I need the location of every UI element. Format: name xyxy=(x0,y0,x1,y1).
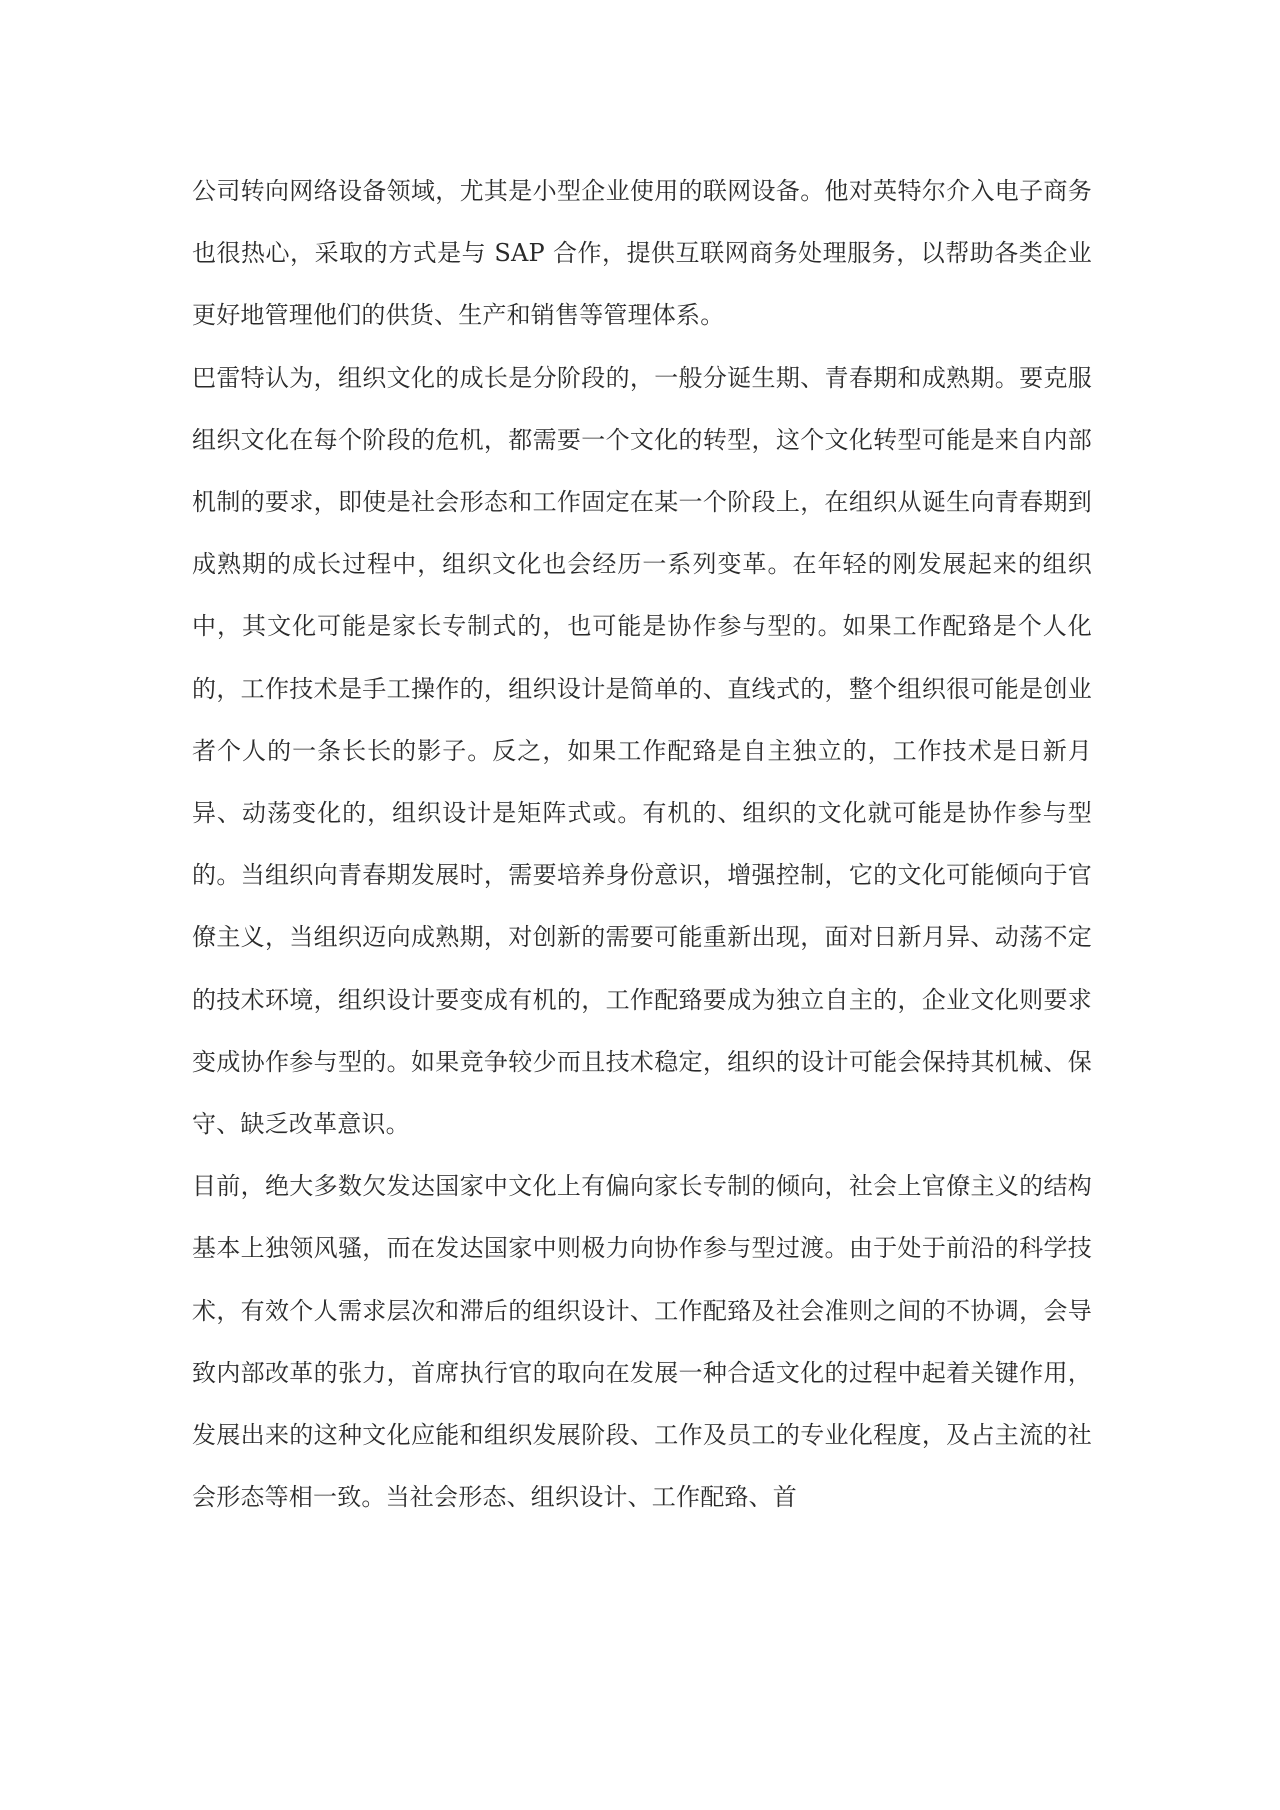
document-body xyxy=(192,160,1092,1528)
paragraph-3: 目前，绝大多数欠发达国家中文化上有偏向家长专制的倾向，社会上官僚主义的结构基本上独领风骚，而在发达国家中则极力向协作参与型过渡。由于处于前沿的科学技术，有效个人需求层次和滞后的组织设计、工作配臵及社会准则之间的不协调，会导致内部改革的张力，首席执行官的取向在发展一种合适文化的过程中起着关键作用，发展出来的这种文化应能和组织发展阶段、工作及员工的专业化程度，及占主流的社会形态等相一致。当社会形态、组织设计、工作配臵、首 xyxy=(192,1172,1092,1512)
paragraph-2: 巴雷特认为，组织文化的成长是分阶段的，一般分诞生期、青春期和成熟期。要克服组织文化在每个阶段的危机，都需要一个文化的转型，这个文化转型可能是来自内部机制的要求，即使是社会形态和工作固定在某一个阶段上，在组织从诞生向青春期到成熟期的成长过程中，组织文化也会经历一系列变革。在年轻的刚发展起来的组织中，其文化可能是家长专制式的，也可能是协作参与型的。如果工作配臵是个人化的，工作技术是手工操作的，组织设计是简单的、直线式的，整个组织很可能是创业者个人的一条长长的影子。反之，如果工作配臵是自主独立的，工作技术是日新月异、动荡变化的，组织设计是矩阵式或。有机的、组织的文化就可能是协作参与型的。当组织向青春期发展时，需要培养身份意识，增强控制，它的文化可能倾向于官僚主义，当组织迈向成熟期，对创新的需要可能重新出现，面对日新月异、动荡不定的技术环境，组织设计要变成有机的，工作配臵要成为独立自主的，企业文化则要求变成协作参与型的。如果竞争较少而且技术稳定，组织的设计可能会保持其机械、保守、缺乏改革意识。 xyxy=(192,363,1092,1139)
paragraph-1: 公司转向网络设备领域，尤其是小型企业使用的联网设备。他对英特尔介入电子商务也很热心，采取的方式是与 SAP 合作，提供互联网商务处理服务，以帮助各类企业更好地管理他们的供货、生产和销售等管理体系。 xyxy=(192,177,1092,330)
